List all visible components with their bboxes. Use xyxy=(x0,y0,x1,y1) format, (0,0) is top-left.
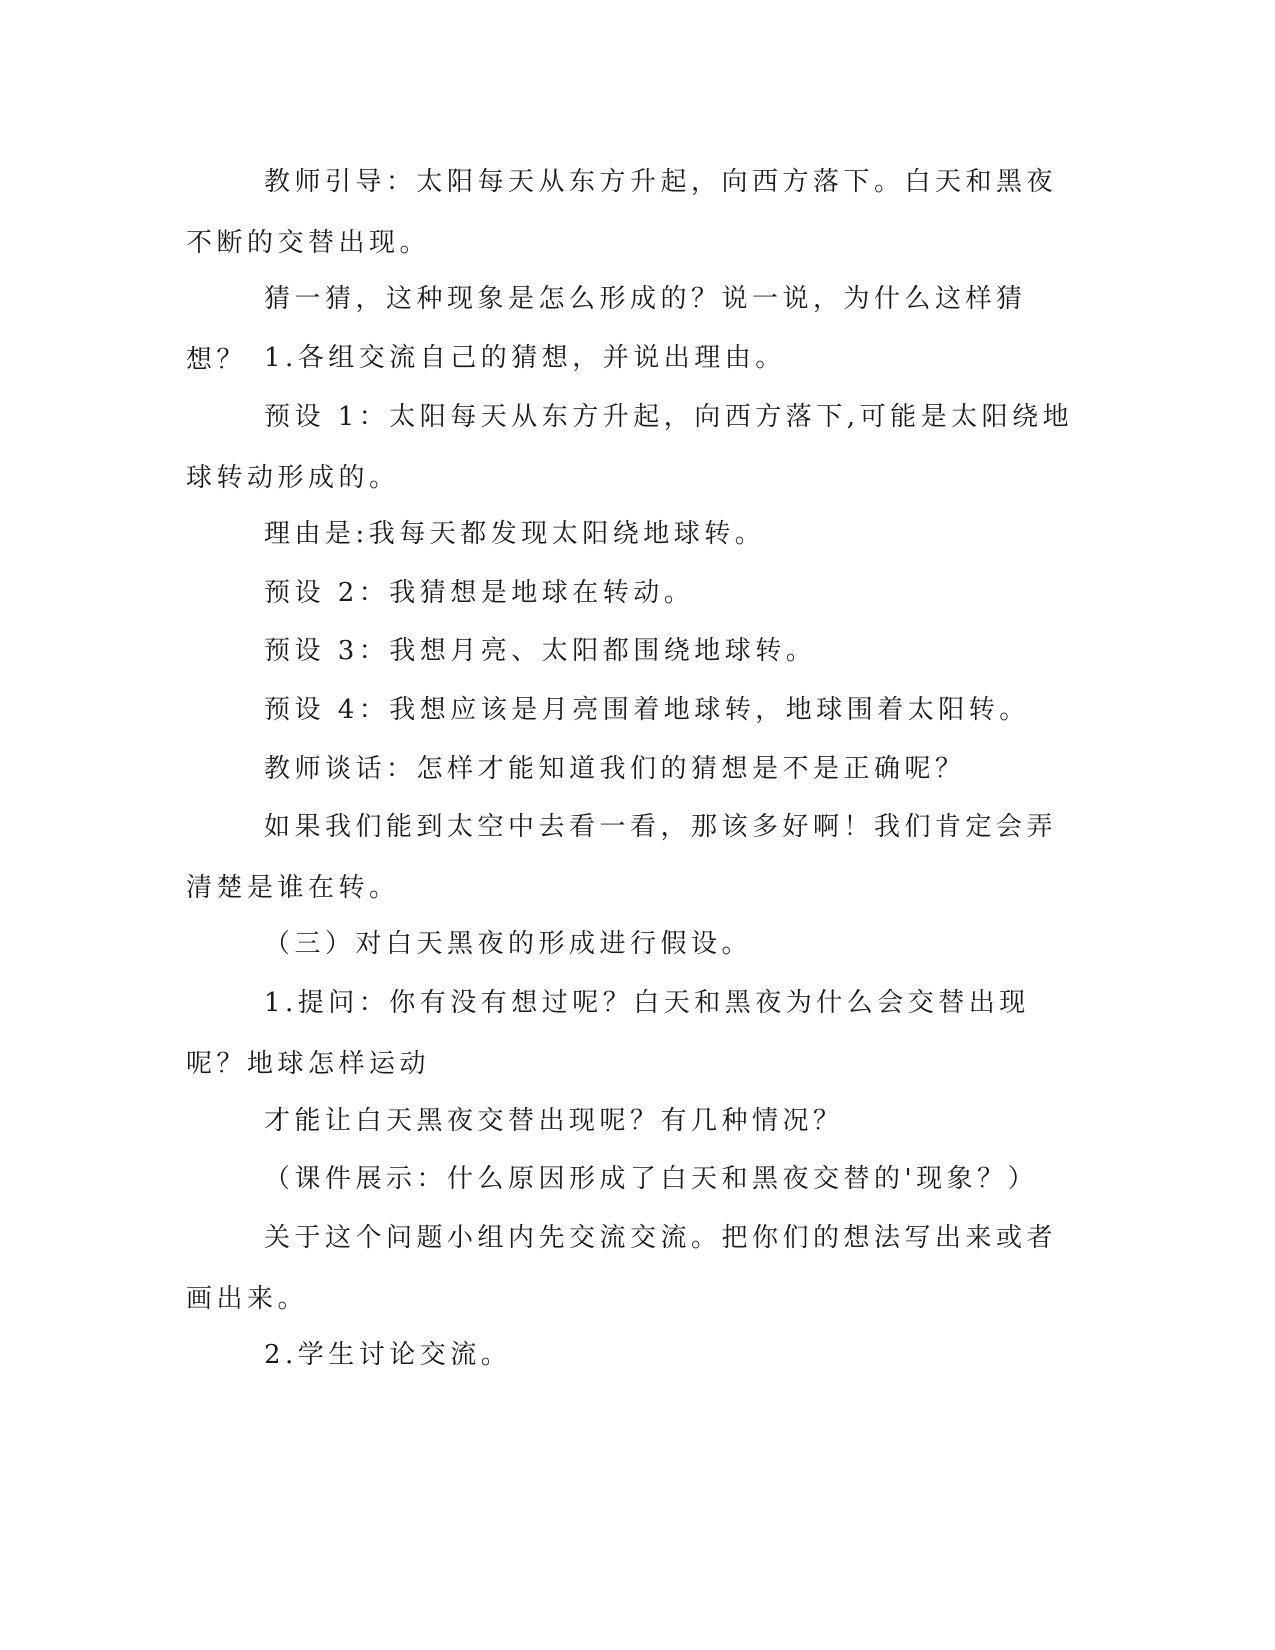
paragraph-preset-3: 预设 3：我想月亮、太阳都围绕地球转。 xyxy=(264,636,817,666)
paragraph-teacher-talk: 教师谈话：怎样才能知道我们的猜想是不是正确呢？ xyxy=(264,754,966,784)
paragraph-reason: 理由是:我每天都发现太阳绕地球转。 xyxy=(264,519,766,549)
paragraph-preset-4: 预设 4：我想应该是月亮围着地球转，地球围着太阳转。 xyxy=(264,695,1030,725)
paragraph-teacher-guide: 教师引导：太阳每天从东方升起，向西方落下。白天和黑夜不断的交替出现。 xyxy=(186,167,1058,258)
paragraph-space: 如果我们能到太空中去看一看，那该多好啊！我们肯定会弄清楚是谁在转。 xyxy=(186,812,1058,903)
paragraph-preset-1: 预设 1：太阳每天从东方升起，向西方落下,可能是太阳绕地球转动形成的。 xyxy=(186,402,1074,493)
paragraph-group-discuss: 关于这个问题小组内先交流交流。把你们的想法写出来或者画出来。 xyxy=(186,1223,1058,1314)
paragraph-step-1: 1.各组交流自己的猜想，并说出理由。 xyxy=(264,343,786,373)
paragraph-step-2: 2.学生讨论交流。 xyxy=(264,1340,512,1370)
paragraph-courseware: （课件展示：什么原因形成了白天和黑夜交替的'现象？） xyxy=(264,1164,1039,1194)
paragraph-guess: 猜一猜，这种现象是怎么形成的？说一说，为什么这样猜想？ xyxy=(186,284,1027,375)
paragraph-question: 1.提问：你有没有想过呢？白天和黑夜为什么会交替出现呢？地球怎样运动 xyxy=(186,988,1030,1079)
paragraph-preset-2: 预设 2：我猜想是地球在转动。 xyxy=(264,578,695,608)
paragraph-question-cont: 才能让白天黑夜交替出现呢？有几种情况？ xyxy=(264,1106,844,1136)
section-heading-3: （三）对白天黑夜的形成进行假设。 xyxy=(264,929,753,959)
